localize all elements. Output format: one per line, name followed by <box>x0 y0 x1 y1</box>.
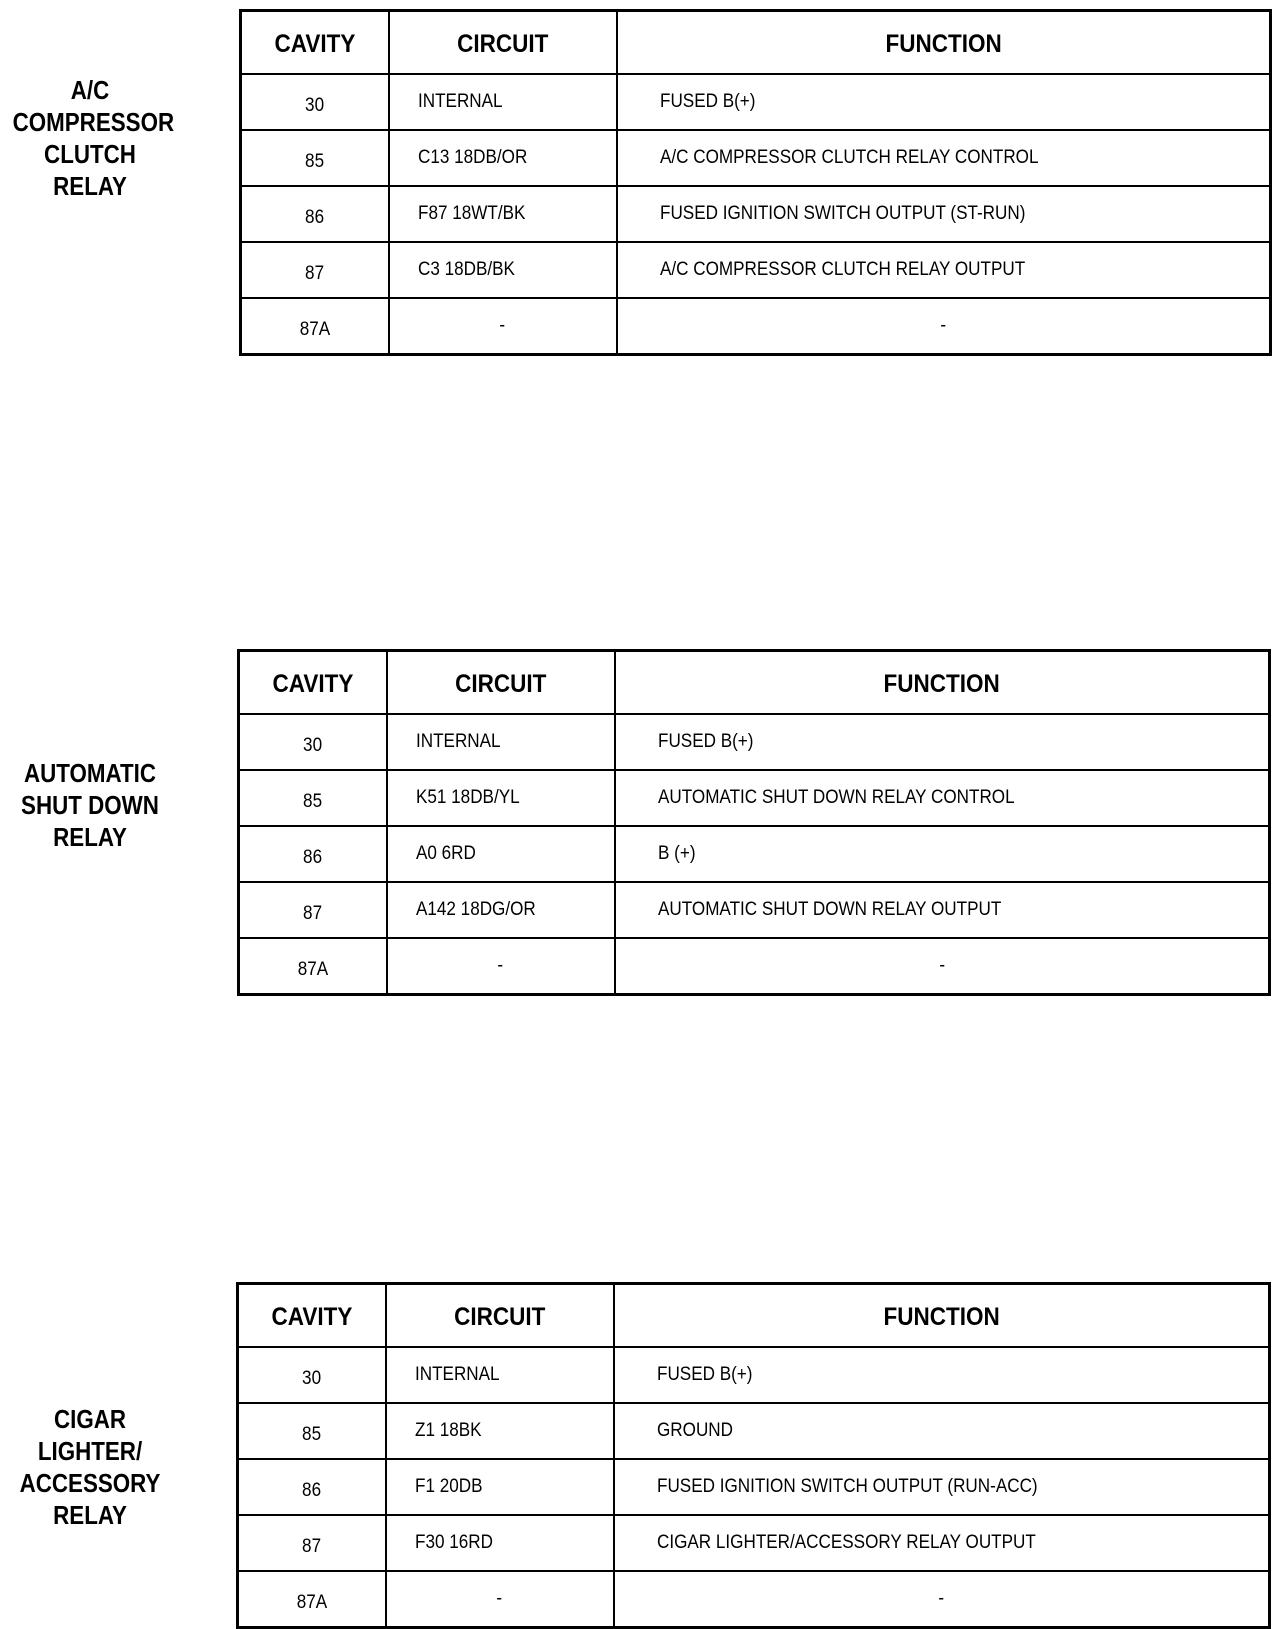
relay-label-line: RELAY <box>53 1500 127 1530</box>
cavity-cell: 30 <box>238 1347 386 1403</box>
table-row <box>241 298 1271 355</box>
function-cell: AUTOMATIC SHUT DOWN RELAY OUTPUT <box>615 882 1270 938</box>
table-row <box>241 242 1271 298</box>
table-row <box>238 1403 1270 1459</box>
cavity-cell: 86 <box>241 186 389 242</box>
function-cell: A/C COMPRESSOR CLUTCH RELAY CONTROL <box>617 130 1271 186</box>
relay-label-line: A/C <box>70 75 110 105</box>
table-header-row <box>238 1284 1270 1348</box>
function-cell: - <box>614 1571 1270 1628</box>
table-row <box>239 826 1270 882</box>
header-cavity: CAVITY <box>239 651 387 715</box>
relay-label-line: RELAY <box>53 171 127 201</box>
relay-label-line: RELAY <box>53 822 127 852</box>
table-row <box>241 74 1271 130</box>
table-row <box>239 770 1270 826</box>
cavity-cell: 30 <box>239 714 387 770</box>
header-cavity: CAVITY <box>238 1284 386 1348</box>
function-cell: FUSED B(+) <box>614 1347 1270 1403</box>
circuit-cell: C13 18DB/OR <box>389 130 617 186</box>
table-row <box>241 186 1271 242</box>
circuit-cell: INTERNAL <box>389 74 617 130</box>
table-row <box>241 130 1271 186</box>
circuit-cell: A142 18DG/OR <box>387 882 615 938</box>
circuit-cell: INTERNAL <box>387 714 615 770</box>
header-circuit: CIRCUIT <box>386 1284 614 1348</box>
function-cell: B (+) <box>615 826 1270 882</box>
cavity-cell: 85 <box>241 130 389 186</box>
table-row <box>238 1459 1270 1515</box>
table-row <box>239 882 1270 938</box>
relay-label-ac-compressor-clutch <box>12 74 175 202</box>
cavity-cell: 87A <box>241 298 389 355</box>
relay-label-line: ACCESSORY <box>19 1468 161 1498</box>
function-cell: FUSED IGNITION SWITCH OUTPUT (ST-RUN) <box>617 186 1271 242</box>
header-circuit: CIRCUIT <box>389 11 617 75</box>
function-cell: FUSED IGNITION SWITCH OUTPUT (RUN-ACC) <box>614 1459 1270 1515</box>
circuit-cell: F1 20DB <box>386 1459 614 1515</box>
function-cell: FUSED B(+) <box>617 74 1271 130</box>
cavity-cell: 30 <box>241 74 389 130</box>
cavity-cell: 87 <box>241 242 389 298</box>
circuit-cell: F87 18WT/BK <box>389 186 617 242</box>
function-cell: AUTOMATIC SHUT DOWN RELAY CONTROL <box>615 770 1270 826</box>
circuit-cell: K51 18DB/YL <box>387 770 615 826</box>
relay-label-line: CIGAR <box>53 1404 127 1434</box>
relay-pinout-table-automatic-shut-down <box>237 649 1271 996</box>
circuit-cell: INTERNAL <box>386 1347 614 1403</box>
circuit-cell: F30 16RD <box>386 1515 614 1571</box>
relay-label-line: COMPRESSOR <box>12 107 175 137</box>
header-cavity: CAVITY <box>241 11 389 75</box>
cavity-cell: 87A <box>239 938 387 995</box>
function-cell: GROUND <box>614 1403 1270 1459</box>
relay-pinout-table-cigar-lighter-accessory <box>236 1282 1271 1629</box>
header-function: FUNCTION <box>615 651 1270 715</box>
function-cell: FUSED B(+) <box>615 714 1270 770</box>
relay-label-line: SHUT DOWN <box>21 790 159 820</box>
function-cell: - <box>617 298 1271 355</box>
relay-label-line: LIGHTER/ <box>37 1436 143 1466</box>
table-row <box>238 1571 1270 1628</box>
table-row <box>238 1515 1270 1571</box>
cavity-cell: 85 <box>238 1403 386 1459</box>
header-circuit: CIRCUIT <box>387 651 615 715</box>
cavity-cell: 87 <box>238 1515 386 1571</box>
function-cell: - <box>615 938 1270 995</box>
relay-label-line: AUTOMATIC <box>23 758 157 788</box>
cavity-cell: 86 <box>238 1459 386 1515</box>
table-row <box>238 1347 1270 1403</box>
table-row <box>239 714 1270 770</box>
circuit-cell: Z1 18BK <box>386 1403 614 1459</box>
relay-pinout-table-ac-compressor-clutch <box>239 9 1272 356</box>
relay-label-automatic-shut-down <box>13 757 168 853</box>
cavity-cell: 87 <box>239 882 387 938</box>
header-function: FUNCTION <box>617 11 1271 75</box>
cavity-cell: 87A <box>238 1571 386 1628</box>
table-row <box>239 938 1270 995</box>
function-cell: A/C COMPRESSOR CLUTCH RELAY OUTPUT <box>617 242 1271 298</box>
header-function: FUNCTION <box>614 1284 1270 1348</box>
circuit-cell: - <box>387 938 615 995</box>
table-header-row <box>241 11 1271 75</box>
circuit-cell: C3 18DB/BK <box>389 242 617 298</box>
circuit-cell: - <box>389 298 617 355</box>
table-header-row <box>239 651 1270 715</box>
circuit-cell: A0 6RD <box>387 826 615 882</box>
function-cell: CIGAR LIGHTER/ACCESSORY RELAY OUTPUT <box>614 1515 1270 1571</box>
relay-label-cigar-lighter-accessory <box>13 1403 168 1531</box>
circuit-cell: - <box>386 1571 614 1628</box>
cavity-cell: 85 <box>239 770 387 826</box>
cavity-cell: 86 <box>239 826 387 882</box>
relay-label-line: CLUTCH <box>44 139 136 169</box>
